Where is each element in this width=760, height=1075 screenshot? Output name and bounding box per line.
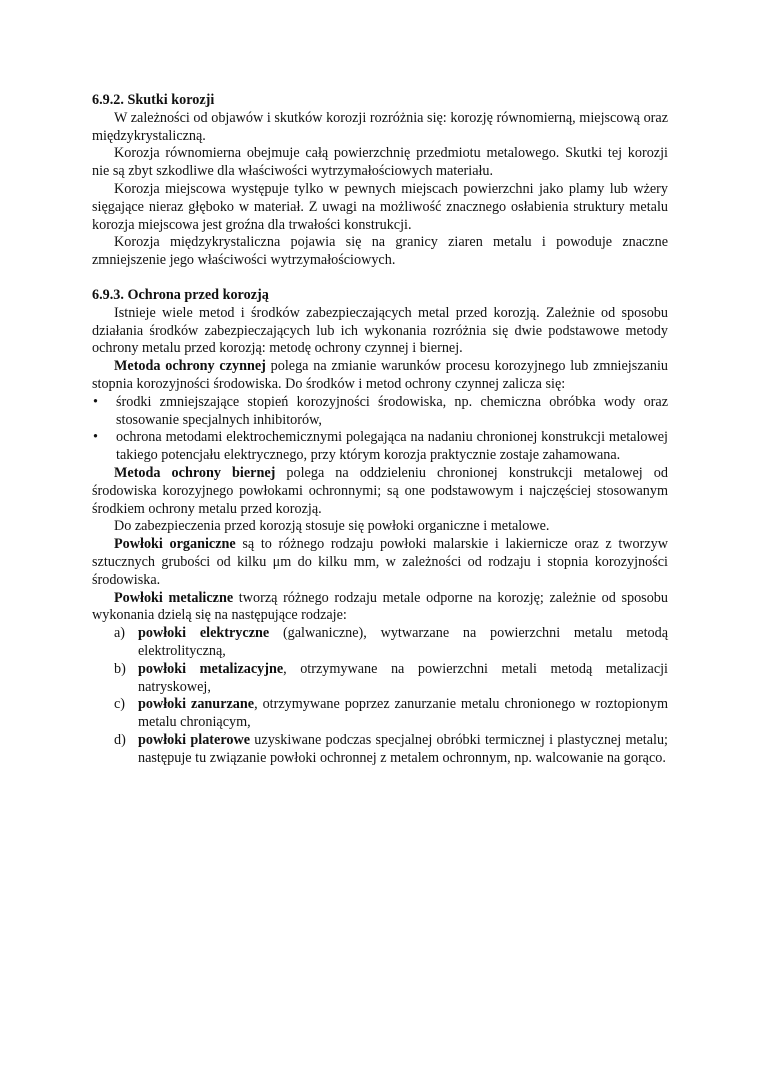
paragraph-metal-coatings: [92, 590, 668, 626]
paragraph-text: polega na zmianie warunków procesu korozyjnego lub zmniejszaniu stopnia korozyjności środowiska. Do środków i metod ochrony czynnej zalicza się:: [92, 358, 668, 392]
list-item: [114, 696, 668, 732]
list-item-text: , otrzymywane poprzez zanurzanie metalu chronionego w roztopionym metalu chroniącym,: [138, 696, 668, 731]
bullet-icon: •: [93, 393, 98, 410]
list-item-term: powłoki metalizacyjne: [138, 660, 284, 677]
paragraph: Korozja równomierna obejmuje całą powierzchnię przedmiotu metalowego. Skutki tej korozji nie są zbyt szkodliwe dla właściwości wytrzymałościowych materiału.: [92, 145, 668, 180]
bullet-icon: •: [93, 429, 98, 446]
list-item-text: (galwaniczne), wytwarzane na powierzchni metalu metodą elektrolityczną,: [138, 625, 669, 659]
list-marker: d): [114, 731, 126, 748]
section-heading-skutki-korozji: 6.9.2. Skutki korozji: [92, 92, 215, 108]
list-item-term: powłoki zanurzane: [138, 696, 255, 713]
coating-types-list: [92, 625, 668, 767]
list-item-term: powłoki elektryczne: [138, 625, 270, 642]
list-item: [92, 394, 668, 430]
list-item: [92, 429, 668, 465]
paragraph: Do zabezpieczenia przed korozją stosuje się powłoki organiczne i metalowe.: [114, 518, 550, 535]
list-item: [114, 732, 668, 768]
paragraph-text: tworzą różnego rodzaju metale odporne na korozję; zależnie od sposobu wykonania dzielą się na następujące rodzaje:: [92, 589, 668, 624]
term-active-protection: Metoda ochrony czynnej: [114, 358, 266, 375]
term-metal-coatings: Powłoki metaliczne: [114, 589, 234, 606]
paragraph-passive-protection: [92, 465, 668, 518]
list-item-text: ochrona metodami elektrochemicznymi polegająca na nadaniu chronionej konstrukcji metalowej takiego potencjału elektrycznego, przy którym korozja praktycznie zostaje zahamowana.: [116, 429, 668, 464]
section-gap: [92, 270, 668, 287]
paragraph: Istnieje wiele metod i środków zabezpieczających metal przed korozją. Zależnie od sposobu działania środków zabezpieczających lub ich wykonania rozróżnia się dwie podstawowe metody ochrony metalu przed korozją: metodę ochrony czynnej i biernej.: [92, 304, 668, 357]
paragraph: Korozja międzykrystaliczna pojawia się na granicy ziaren metalu i powoduje znaczne zmniejszenie jego właściwości wytrzymałościowych.: [92, 234, 668, 269]
list-item-text: , otrzymywane na powierzchni metali metodą metalizacji natryskowej,: [138, 660, 669, 695]
paragraph-text: polega na oddzieleniu chronionej konstrukcji metalowej od środowiska korozyjnego powłokami ochronnymi; są one podstawowym i najczęściej stosowanym środkiem ochrony metalu przed korozją.: [92, 464, 668, 517]
paragraph-organic-coatings: [92, 536, 668, 589]
bullet-list: [92, 394, 668, 465]
list-item: [114, 661, 668, 697]
list-item: [114, 625, 668, 661]
section-heading-ochrona-przed-korozja: 6.9.3. Ochrona przed korozją: [92, 286, 269, 303]
paragraph: W zależności od objawów i skutków korozji rozróżnia się: korozję równomierną, miejscową oraz międzykrystaliczną.: [92, 109, 668, 144]
document-page: [92, 92, 668, 767]
term-organic-coatings: Powłoki organiczne: [114, 536, 236, 553]
paragraph-active-protection: [92, 358, 668, 394]
list-marker: c): [114, 696, 126, 713]
paragraph: Korozja miejscowa występuje tylko w pewnych miejscach powierzchni jako plamy lub wżery sięgające nieraz głęboko w materiał. Z uwagi na możliwość znacznego osłabienia struktury metalu korozja miejscowa jest groźna dla trwałości konstrukcji.: [92, 180, 668, 233]
list-item-text: środki zmniejszające stopień korozyjności środowiska, np. chemiczna obróbka wody oraz stosowanie specjalnych inhibitorów,: [116, 393, 668, 428]
list-item-term: powłoki platerowe: [138, 731, 251, 748]
paragraph-text: są to różnego rodzaju powłoki malarskie i lakiernicze oraz z tworzyw sztucznych grubości od kilku μm do kilku mm, w zależności od rodzaju i stopnia korozyjności środowiska.: [92, 536, 668, 588]
list-item-text: uzyskiwane podczas specjalnej obróbki termicznej i plastycznej metalu; następuje tu związanie powłoki ochronnej z metalem ochronnym, np. walcowanie na gorąco.: [138, 731, 668, 766]
term-passive-protection: Metoda ochrony biernej: [114, 464, 276, 481]
list-marker: a): [114, 625, 126, 642]
list-marker: b): [114, 660, 126, 677]
